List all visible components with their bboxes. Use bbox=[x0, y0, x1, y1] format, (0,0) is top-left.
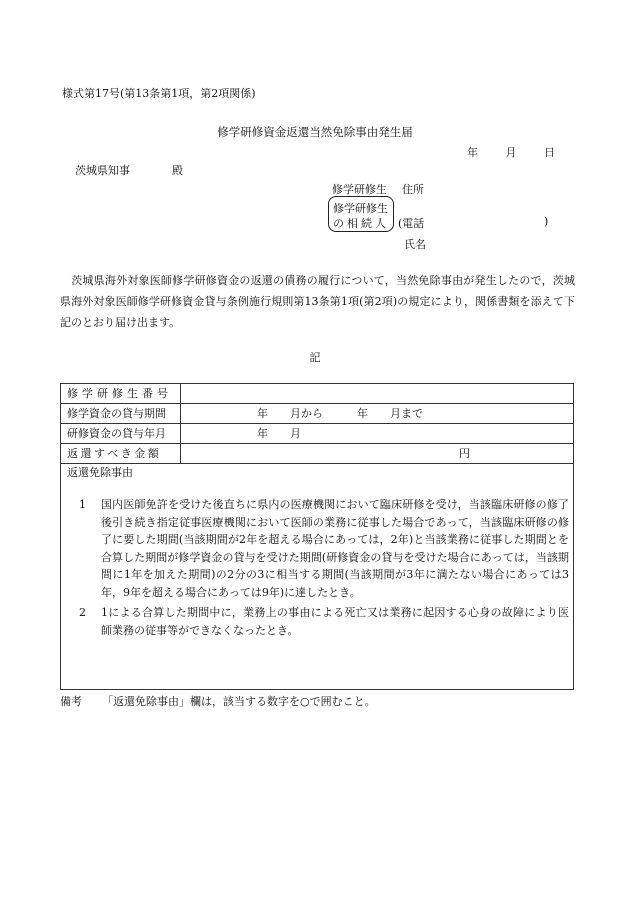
phone-close-paren: ) bbox=[544, 215, 549, 228]
name-label: 氏名 bbox=[404, 238, 426, 251]
record-mark: 記 bbox=[309, 351, 321, 364]
reason-text-2: 1による合算した期間中に，業務上の事由による死亡又は業務に起因する心身の故障により医師業務の従事等ができなくなったとき。 bbox=[101, 606, 569, 637]
reason-number-2: 2 bbox=[79, 606, 86, 619]
phone-label: (電話 bbox=[398, 217, 425, 230]
date-day: 日 bbox=[544, 146, 555, 159]
note bbox=[60, 693, 376, 709]
form-table bbox=[60, 383, 574, 690]
reason-title: 返還免除事由 bbox=[67, 466, 133, 479]
reason-number-1: 1 bbox=[79, 498, 86, 511]
document-title: 修学研修資金返還当然免除事由発生届 bbox=[217, 125, 413, 139]
note-text: 「返還免除事由」欄は，該当する数字を○で囲むこと。 bbox=[102, 695, 376, 708]
heir-label-line2: の相続人 bbox=[333, 217, 389, 230]
loan-period-from: 年 月から bbox=[257, 407, 323, 420]
table-row-repay-amount bbox=[61, 444, 573, 464]
note-label: 備考 bbox=[60, 695, 82, 708]
table-row-training-loan bbox=[61, 424, 573, 444]
table-row-student-number bbox=[61, 384, 573, 404]
repay-amount-unit: 円 bbox=[459, 447, 470, 460]
training-loan-value: 年 月 bbox=[257, 427, 301, 440]
repay-amount-label: 返還すべき金額 bbox=[61, 444, 181, 463]
table-row-loan-period bbox=[61, 404, 573, 424]
reason-item-1 bbox=[79, 496, 569, 601]
body-paragraph: 茨城県海外対象医師修学研修資金の返還の債務の履行について，当然免除事由が発生したので，茨城県海外対象医師修学研修資金貸与条例施行規則第13条第1項(第2項)の規定により，関係書類を添えて下記のとおり届け出ます。 bbox=[60, 274, 575, 329]
address-label: 住所 bbox=[402, 183, 424, 196]
training-loan-label: 研修資金の貸与年月 bbox=[61, 424, 181, 443]
addressee-honorific: 殿 bbox=[172, 164, 183, 177]
loan-period-to: 年 月まで bbox=[357, 407, 423, 420]
student-number-label: 修学研修生番号 bbox=[61, 384, 181, 403]
date-line bbox=[445, 144, 555, 160]
heir-label-line1: 修学研修生 bbox=[333, 202, 388, 215]
addressee-name: 茨城県知事 bbox=[75, 164, 130, 177]
addressee bbox=[75, 162, 183, 178]
form-number: 様式第17号(第13条第1項，第2項関係) bbox=[62, 87, 256, 100]
date-year: 年 bbox=[467, 146, 478, 159]
reason-text-1: 国内医師免許を受けた後直ちに県内の医療機関において臨床研修を受け，当該臨床研修の修了後引き続き指定従事医療機関において医師の業務に従事した場合であって，当該臨床研修の修了に要した期間(当該期間が2年を超える場合にあっては，2年)と当該業務に従事した期間とを合算した期間が修学資金の貸与を受けた期間(研修資金の貸与を受けた場合にあっては，当該期間に1年を加えた期間)の2分の3に相当する期間(当該期間が3年に満たない場合にあっては3年，9年を超える場合にあっては9年)に達したとき。 bbox=[101, 498, 569, 599]
reason-item-2 bbox=[79, 604, 569, 639]
applicant-role-label: 修学研修生 bbox=[332, 183, 387, 196]
date-month: 月 bbox=[505, 146, 517, 159]
loan-period-label: 修学資金の貸与期間 bbox=[61, 404, 181, 423]
